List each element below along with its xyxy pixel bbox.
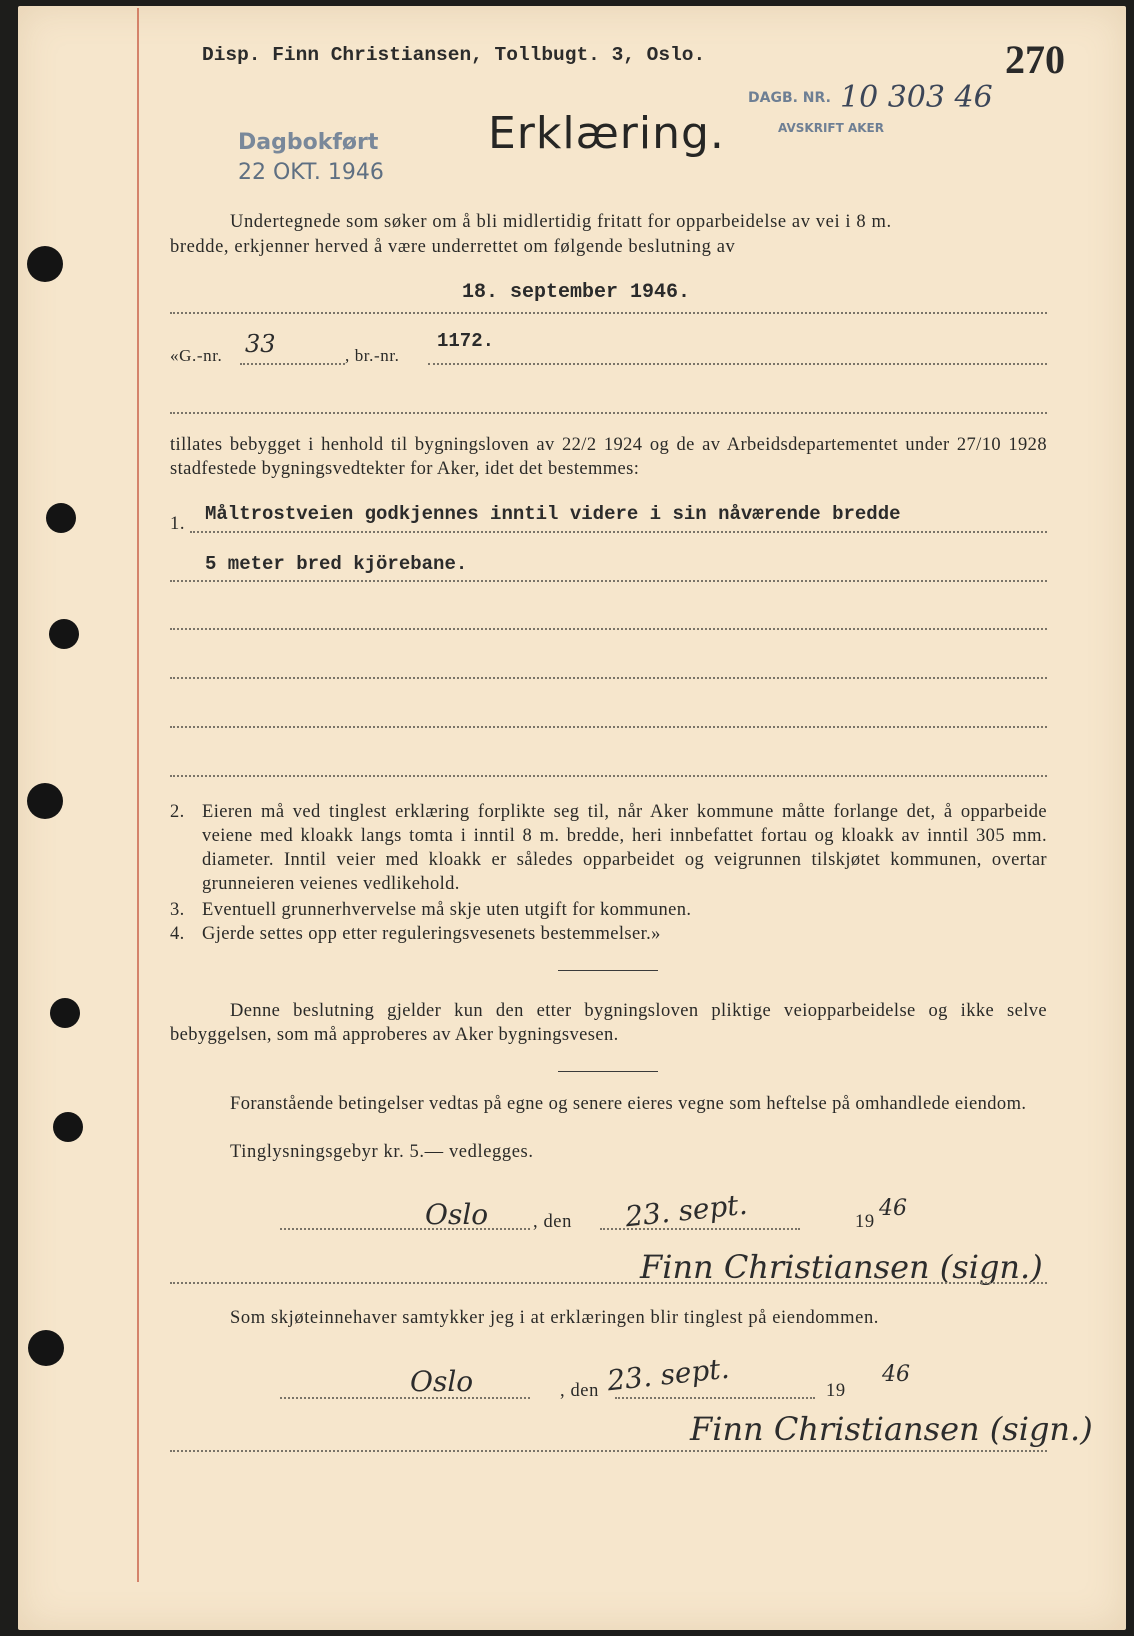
signature-1-date: 23. sept. xyxy=(623,1187,749,1234)
signature-1-place: Oslo xyxy=(425,1198,489,1231)
document-title: Erklæring. xyxy=(488,108,725,159)
signature-1-year-prefix: 19 xyxy=(855,1212,875,1232)
gnr-value: 33 xyxy=(245,330,276,358)
permission-paragraph: tillates bebygget i henhold til bygningsloven av 22/2 1924 og de av Arbeidsdepartementet under 27/10 1928 stadfestede bygningsvedtekter for Aker, idet det bestemmes: xyxy=(170,435,1047,479)
brnr-value: 1172. xyxy=(437,330,495,352)
page-number: 270 xyxy=(1005,37,1065,82)
dotted-line xyxy=(170,412,1047,414)
stamp-dagb-value: 10 303 46 xyxy=(840,80,993,115)
gnr-label: «G.-nr. xyxy=(170,346,223,365)
condition-1-line-1: Måltrostveien godkjennes inntil videre i sin nåværende bredde xyxy=(205,503,901,525)
dotted-line xyxy=(240,363,345,365)
condition-2-text: Eieren må ved tinglest erklæring forplikte seg til, når Aker kommune måtte forlange det, å opparbeide veiene med kloakk langs tomta i inntil 8 m. bredde, heri innbefattet fortau og kloakk av inntil 305 mm. diameter. Inntil veier med kloakk er således opparbeidet og veigrunnen tilskjøtet kommunen, overtar grunneieren veienes vedlikehold. xyxy=(202,802,1047,894)
signature-1-den: , den xyxy=(533,1212,572,1232)
dotted-line xyxy=(170,726,1047,728)
signature-2-den: , den xyxy=(560,1381,599,1401)
terms-paragraph: Foranstående betingelser vedtas på egne og senere eieres vegne som heftelse på omhandlede eiendom. xyxy=(230,1094,1027,1114)
stamp-dagb-label: DAGB. NR. xyxy=(748,90,831,106)
dotted-line xyxy=(170,775,1047,777)
dotted-line xyxy=(428,363,1047,365)
condition-2-number: 2. xyxy=(170,802,185,822)
dotted-line xyxy=(170,1450,1047,1452)
dotted-line xyxy=(615,1397,815,1399)
dotted-line xyxy=(170,1282,1047,1284)
signature-2-year-suffix: 46 xyxy=(882,1362,910,1387)
condition-4-number: 4. xyxy=(170,924,185,944)
note-paragraph: Denne beslutning gjelder kun den etter bygningsloven pliktige veiopparbeidelse og ikke selve bebyggelsen, som må approberes av Aker bygningsvesen. xyxy=(170,1001,1047,1045)
punch-hole xyxy=(46,503,76,533)
condition-1-number: 1. xyxy=(170,514,186,534)
brnr-label: , br.-nr. xyxy=(345,346,400,365)
intro-line-1: Undertegnede som søker om å bli midlertidig fritatt for opparbeidelse av vei i 8 m. xyxy=(230,212,892,232)
punch-hole xyxy=(53,1112,83,1142)
fee-text: Tinglysningsgebyr kr. 5.— vedlegges. xyxy=(230,1142,534,1162)
signature-1-year-suffix: 46 xyxy=(879,1196,907,1221)
punch-hole xyxy=(27,783,63,819)
dotted-line xyxy=(170,677,1047,679)
signature-2-place: Oslo xyxy=(410,1365,474,1398)
condition-1-line-2: 5 meter bred kjörebane. xyxy=(205,553,468,575)
punch-hole xyxy=(28,1330,64,1366)
dotted-line xyxy=(170,628,1047,630)
dotted-line xyxy=(190,531,1047,533)
divider xyxy=(558,1071,658,1072)
stamp-dagbokfort: Dagbokført xyxy=(238,130,379,155)
condition-4-text: Gjerde settes opp etter reguleringsvesenets bestemmelser.» xyxy=(202,924,661,944)
dotted-line xyxy=(280,1397,530,1399)
signature-1-name: Finn Christiansen (sign.) xyxy=(640,1248,1043,1286)
red-margin-line xyxy=(137,8,139,1582)
condition-2 xyxy=(170,800,1047,896)
punch-hole xyxy=(27,246,63,282)
signature-2-year-prefix: 19 xyxy=(826,1381,846,1401)
divider xyxy=(558,970,658,971)
condition-3 xyxy=(170,898,1047,922)
condition-3-text: Eventuell grunnerhvervelse må skje uten utgift for kommunen. xyxy=(202,900,692,920)
punch-hole xyxy=(50,998,80,1028)
dotted-line xyxy=(170,312,1047,314)
stamp-avskrift-aker: AVSKRIFT AKER xyxy=(778,121,884,135)
printer-line: Disp. Finn Christiansen, Tollbugt. 3, Oslo. xyxy=(202,44,706,66)
dotted-line xyxy=(280,1228,530,1230)
condition-3-number: 3. xyxy=(170,900,185,920)
intro-line-2: bredde, erkjenner herved å være underrettet om følgende beslutning av xyxy=(170,237,736,257)
signature-2-date: 23. sept. xyxy=(605,1351,731,1398)
stamp-date: 22 OKT. 1946 xyxy=(238,160,384,185)
signature-2-name: Finn Christiansen (sign.) xyxy=(690,1410,1093,1448)
consent-text: Som skjøteinnehaver samtykker jeg i at erklæringen blir tinglest på eiendommen. xyxy=(230,1308,880,1328)
punch-hole xyxy=(49,619,79,649)
dotted-line xyxy=(170,580,1047,582)
decision-date: 18. september 1946. xyxy=(462,281,691,304)
condition-4 xyxy=(170,922,1047,946)
